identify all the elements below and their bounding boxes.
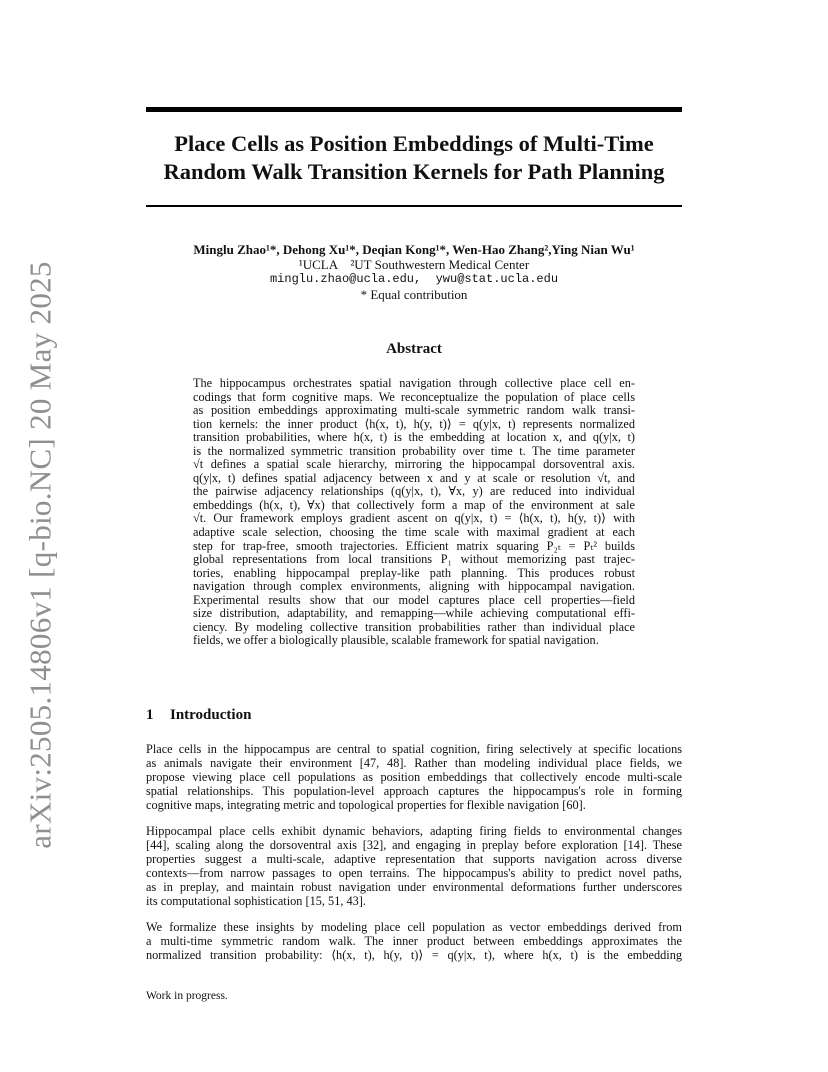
title-top-rule [146, 107, 682, 112]
abstract-line: as position embeddings approximating multi-scale symmetric random walk transi- [193, 404, 635, 418]
author-block [146, 242, 682, 302]
arxiv-identifier-text: arXiv:2505.14806v1 [q-bio.NC] 20 May 2025 [23, 261, 58, 849]
abstract-line: tories, enabling hippocampal preplay-like path planning. This produces robust [193, 566, 635, 580]
author-affiliations: ¹UCLA ²UT Southwestern Medical Center [298, 257, 530, 272]
abstract-line: tion kernels: the inner product ⟨h(x, t), h(y, t)⟩ = q(y|x, t) represents normalized [193, 417, 635, 431]
paragraph-line: Hippocampal place cells exhibit dynamic behaviors, adapting firing fields to environmental changes [146, 824, 682, 838]
paragraph-line: as in preplay, and maintain robust navigation under environmental deformations further underscores [146, 880, 682, 895]
equal-contribution-note: * Equal contribution [360, 287, 468, 302]
abstract-line: the pairwise adjacency relationships (q(y|x, t), ∀x, y) are reduced into individual [193, 485, 635, 499]
abstract-line: Experimental results show that our model captures place cell properties—field [193, 593, 635, 607]
paragraph-line: [44], scaling along the dorsoventral axis [32], and engaging in preplay before exploration [14]. These [146, 838, 682, 853]
section-title: Introduction [170, 707, 252, 723]
paragraph-line: Place cells in the hippocampus are central to spatial cognition, firing selectively at specific locations [146, 742, 682, 756]
abstract-line: embeddings (h(x, t), ∀x) that collectively form a map of the environment at sale [193, 498, 635, 512]
abstract-line: codings that form cognitive maps. We reconceptualize the population of place cells [193, 390, 635, 404]
intro-paragraph-2 [146, 824, 682, 909]
abstract-line: The hippocampus orchestrates spatial navigation through collective place cell en- [193, 377, 635, 390]
abstract-line: global representations from local transitions P₁ without memorizing past trajec- [193, 553, 635, 567]
paragraph-line: properties suggest a multi-scale, adaptive representation that supports navigation across diverse [146, 852, 682, 867]
author-emails: minglu.zhao@ucla.edu, ywu@stat.ucla.edu [269, 272, 559, 286]
abstract-line: q(y|x, t) defines spatial adjacency between x and y at scale or resolution √t, and [193, 471, 635, 485]
title-bottom-rule [146, 205, 682, 207]
section-heading-introduction [146, 707, 682, 724]
abstract-line: √t. Our framework employs gradient ascent on q(y|x, t) = ⟨h(x, t), h(y, t)⟩ with [193, 512, 635, 526]
title-line-1: Place Cells as Position Embeddings of Multi-Time [174, 131, 654, 156]
paragraph-line: propose viewing place cell populations as position embeddings that collectively encode multi-scale [146, 770, 682, 785]
abstract-line: navigation through complex environments, aligning with hippocampal navigation. [193, 580, 635, 594]
paragraph-line: normalized transition probability: ⟨h(x, t), h(y, t)⟩ = q(y|x, t), where h(x, t) is the embedding [146, 948, 682, 963]
abstract-body [193, 377, 635, 648]
abstract-line: is the normalized symmetric transition probability over time t. The time parameter [193, 444, 635, 458]
paragraph-line: its computational sophistication [15, 51, 43]. [146, 894, 366, 909]
paper-title [146, 130, 682, 186]
footnote-work-in-progress: Work in progress. [146, 990, 228, 1002]
paragraph-line: We formalize these insights by modeling place cell population as vector embeddings derived from [146, 920, 682, 934]
abstract-line: size distribution, adaptability, and remapping—while achieving computational effi- [193, 607, 635, 621]
abstract-line: transition probabilities, where h(x, t) is the embedding at location x, and q(y|x, t) [193, 431, 635, 445]
abstract-line: ciency. By modeling collective transition probabilities rather than individual place [193, 620, 635, 634]
abstract-line: √t defines a spatial scale hierarchy, mirroring the hippocampal dorsoventral axis. [193, 458, 635, 472]
paragraph-line: spatial relationships. This population-level approach captures the hippocampus's role in forming [146, 784, 682, 799]
author-names: Minglu Zhao¹*, Dehong Xu¹*, Deqian Kong¹*, Wen-Hao Zhang²,Ying Nian Wu¹ [193, 242, 635, 257]
arxiv-identifier-stamp [12, 261, 70, 849]
abstract-heading: Abstract [386, 341, 442, 357]
paragraph-line: cognitive maps, integrating metric and topological properties for flexible navigation [60]. [146, 798, 586, 813]
paragraph-line: a multi-time symmetric random walk. The inner product between embeddings approximates the [146, 934, 682, 949]
title-line-2: Random Walk Transition Kernels for Path Planning [163, 159, 665, 184]
intro-paragraph-1 [146, 742, 682, 812]
abstract-line: adaptive scale selection, choosing the time scale with maximal gradient at each [193, 526, 635, 540]
abstract-line: step for trap-free, smooth trajectories. Efficient matrix squaring P₂ₜ = Pₜ² builds [193, 539, 635, 553]
abstract-line: fields, we offer a biologically plausible, scalable framework for spatial navigation. [193, 634, 599, 648]
paragraph-line: as animals navigate their environment [47, 48]. Rather than modeling individual place fields, we [146, 756, 682, 771]
intro-paragraph-3 [146, 920, 682, 962]
paragraph-line: contexts—from narrow passages to open terrains. The hippocampus's ability to predict novel paths, [146, 866, 682, 881]
section-number: 1 [146, 707, 154, 723]
